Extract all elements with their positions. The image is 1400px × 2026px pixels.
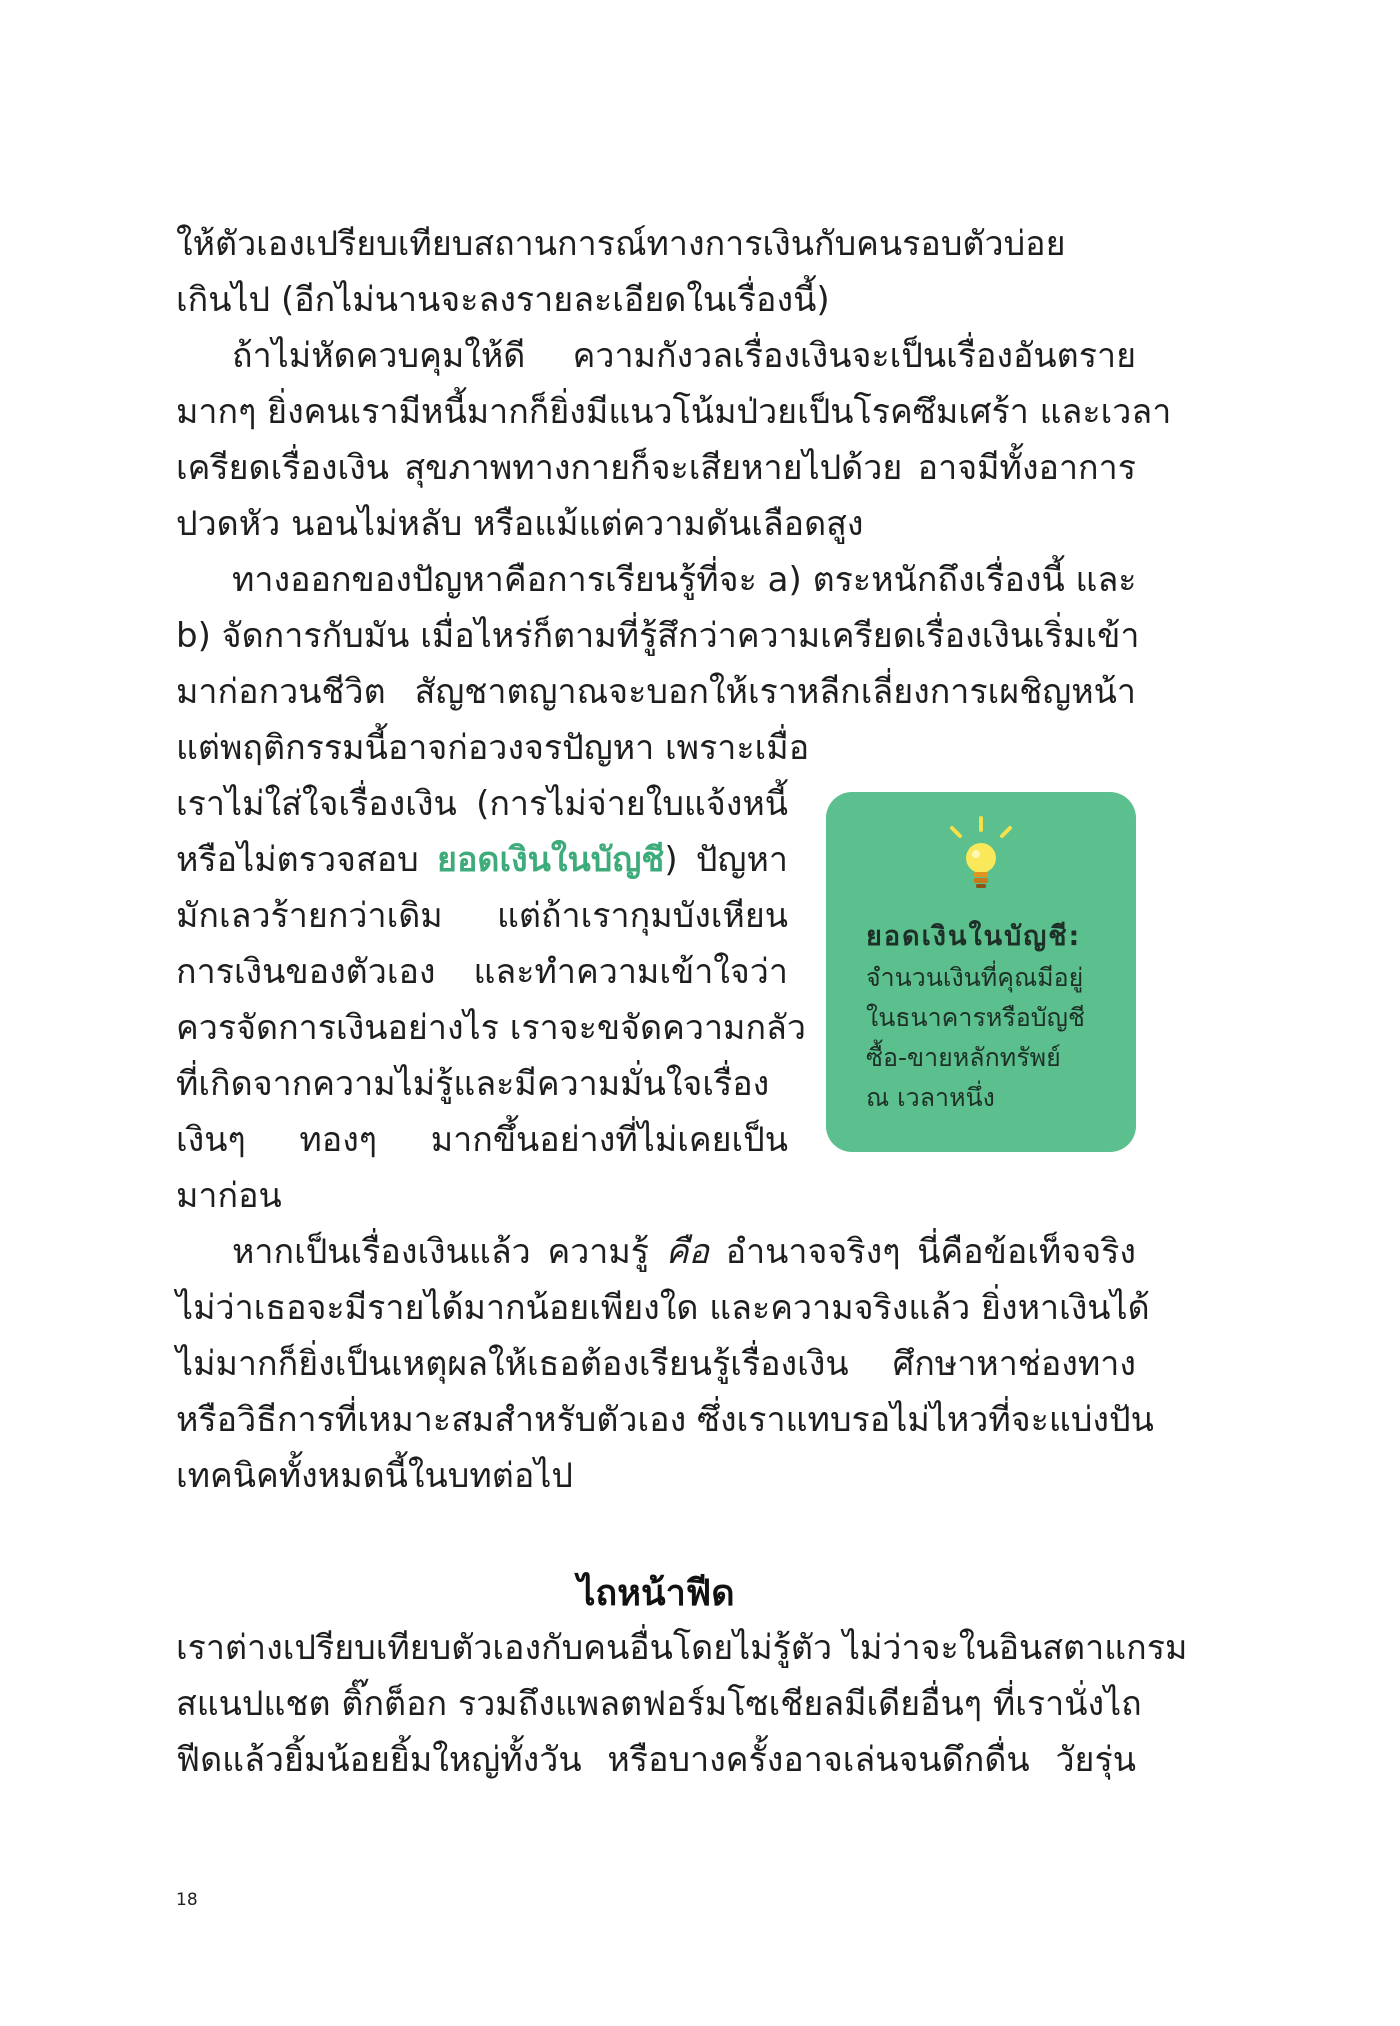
- body-line: มาก่อน: [176, 1176, 282, 1216]
- callout-definition-line: ณ เวลาหนึ่ง: [866, 1083, 995, 1112]
- callout-definition: [866, 958, 1116, 1118]
- body-line: เกินไป (อีกไม่นานจะลงรายละเอียดในเรื่องนี้): [176, 280, 830, 320]
- emphasis-text: คือ: [665, 1232, 709, 1272]
- body-line: เราต่างเปรียบเทียบตัวเองกับคนอื่นโดยไม่รู้ตัว ไม่ว่าจะในอินสตาแกรม: [176, 1628, 1188, 1668]
- body-line: เครียดเรื่องเงิน สุขภาพทางกายก็จะเสียหายไปด้วย อาจมีทั้งอาการ: [176, 448, 1136, 488]
- callout-definition-line: จำนวนเงินที่คุณมีอยู่: [866, 963, 1084, 992]
- section-heading: ไถหน้าฟีด: [577, 1573, 735, 1614]
- page-number: 18: [176, 1890, 198, 1910]
- body-line: [232, 1232, 1136, 1272]
- body-text: หรือไม่ตรวจสอบ: [176, 840, 438, 880]
- body-line: ไม่ว่าเธอจะมีรายได้มากน้อยเพียงใด และความจริงแล้ว ยิ่งหาเงินได้: [176, 1288, 1150, 1328]
- body-line: b) จัดการกับมัน เมื่อไหร่ก็ตามที่รู้สึกว่าความเครียดเรื่องเงินเริ่มเข้า: [176, 616, 1140, 656]
- body-line: เทคนิคทั้งหมดนี้ในบทต่อไป: [176, 1456, 573, 1496]
- body-line: แต่พฤติกรรมนี้อาจก่อวงจรปัญหา เพราะเมื่อ: [176, 728, 810, 768]
- body-line: ถ้าไม่หัดควบคุมให้ดี ความกังวลเรื่องเงินจะเป็นเรื่องอันตราย: [232, 336, 1136, 376]
- glossary-callout: [826, 792, 1136, 1152]
- body-line: มักเลวร้ายกว่าเดิม แต่ถ้าเรากุมบังเหียน: [176, 896, 788, 936]
- glossary-term-highlight: ยอดเงินในบัญชี: [437, 840, 665, 880]
- body-text: อำนาจจริงๆ นี่คือข้อเท็จจริง: [708, 1232, 1136, 1272]
- body-line: สแนปแชต ติ๊กต็อก รวมถึงแพลตฟอร์มโซเชียลมีเดียอื่นๆ ที่เรานั่งไถ: [176, 1684, 1142, 1724]
- body-line: ที่เกิดจากความไม่รู้และมีความมั่นใจเรื่อง: [176, 1064, 770, 1104]
- body-line: เราไม่ใส่ใจเรื่องเงิน (การไม่จ่ายใบแจ้งหนี้: [176, 784, 788, 824]
- body-line: มากๆ ยิ่งคนเรามีหนี้มากก็ยิ่งมีแนวโน้มป่วยเป็นโรคซึมเศร้า และเวลา: [176, 392, 1172, 432]
- body-line: [176, 840, 788, 880]
- body-line: หรือวิธีการที่เหมาะสมสำหรับตัวเอง ซึ่งเราแทบรอไม่ไหวที่จะแบ่งปัน: [176, 1400, 1154, 1440]
- body-line: ให้ตัวเองเปรียบเทียบสถานการณ์ทางการเงินกับคนรอบตัวบ่อย: [176, 224, 1066, 264]
- body-line: ไม่มากก็ยิ่งเป็นเหตุผลให้เธอต้องเรียนรู้เรื่องเงิน ศึกษาหาช่องทาง: [176, 1344, 1136, 1384]
- body-line: เงินๆ ทองๆ มากขึ้นอย่างที่ไม่เคยเป็น: [176, 1120, 788, 1160]
- body-line: การเงินของตัวเอง และทำความเข้าใจว่า: [176, 952, 788, 992]
- body-line: มาก่อกวนชีวิต สัญชาตญาณจะบอกให้เราหลีกเลี่ยงการเผชิญหน้า: [176, 672, 1136, 712]
- body-line: ฟีดแล้วยิ้มน้อยยิ้มใหญ่ทั้งวัน หรือบางครั้งอาจเล่นจนดึกดื่น วัยรุ่น: [176, 1740, 1136, 1780]
- callout-definition-line: ซื้อ-ขายหลักทรัพย์: [866, 1043, 1061, 1072]
- body-text: ) ปัญหา: [664, 840, 788, 880]
- body-line: ปวดหัว นอนไม่หลับ หรือแม้แต่ความดันเลือดสูง: [176, 504, 864, 544]
- body-line: ทางออกของปัญหาคือการเรียนรู้ที่จะ a) ตระหนักถึงเรื่องนี้ และ: [232, 560, 1137, 600]
- callout-definition-line: ในธนาคารหรือบัญชี: [866, 1003, 1085, 1032]
- body-text: หากเป็นเรื่องเงินแล้ว ความรู้: [232, 1232, 666, 1272]
- lightbulb-icon: [938, 814, 1024, 900]
- body-line: ควรจัดการเงินอย่างไร เราจะขจัดความกลัว: [176, 1008, 806, 1048]
- callout-term: ยอดเงินในบัญชี:: [866, 921, 1082, 952]
